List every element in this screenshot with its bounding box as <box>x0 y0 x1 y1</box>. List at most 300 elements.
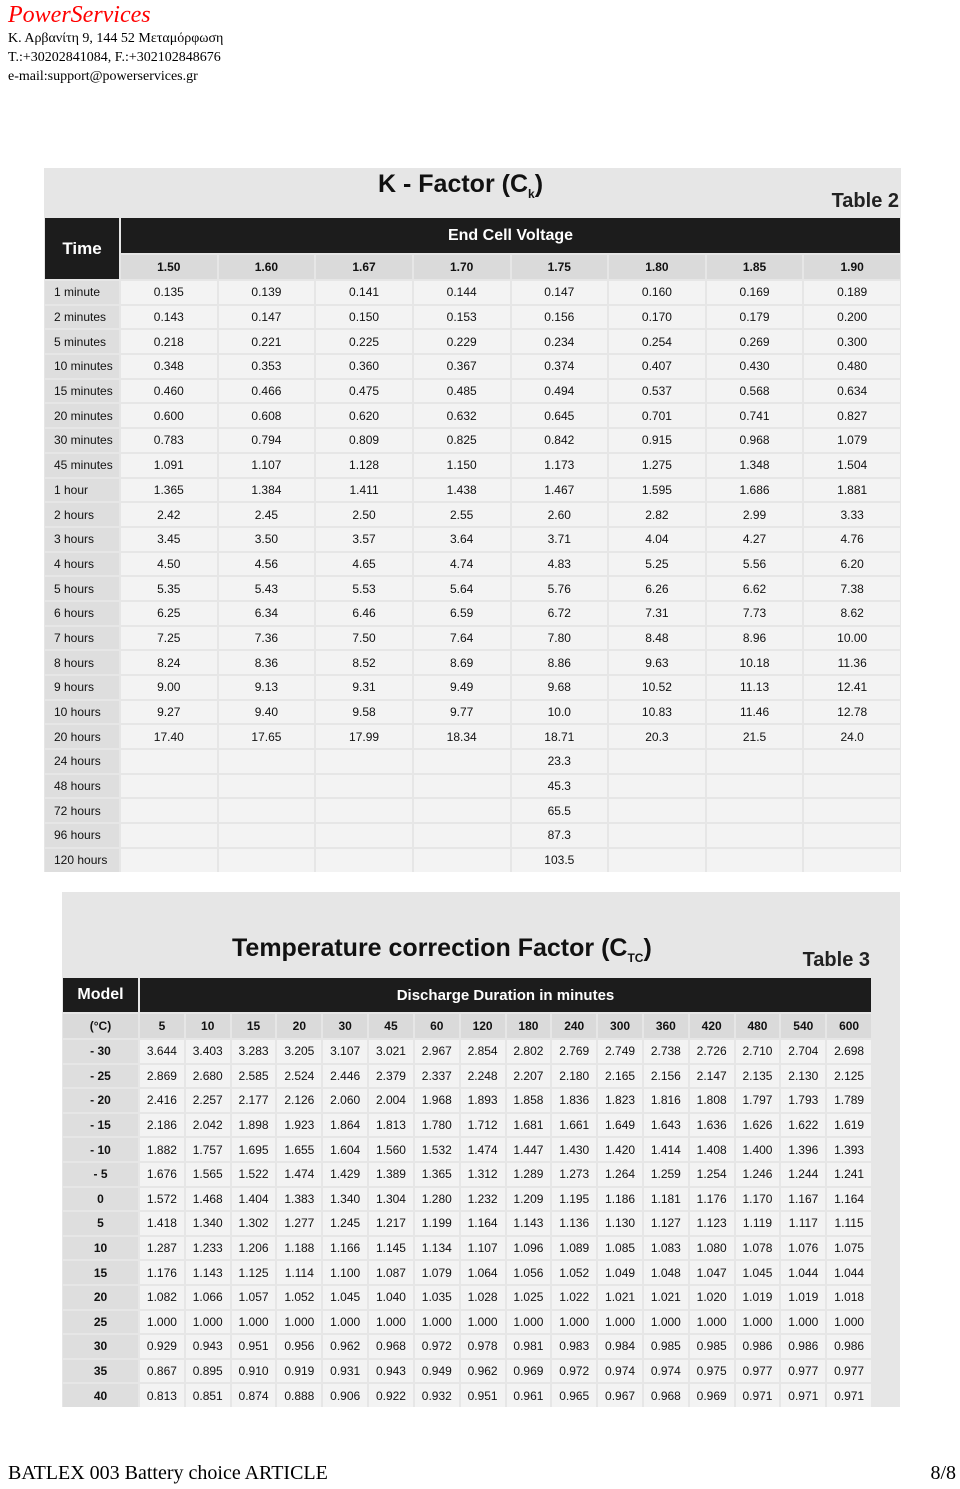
table-cell: 2.82 <box>609 503 705 526</box>
table-cell: 1.079 <box>804 429 900 452</box>
table-cell: 24.0 <box>804 725 900 748</box>
table-cell <box>219 824 315 847</box>
column-header: 15 <box>232 1014 276 1038</box>
table-cell: 1.083 <box>644 1237 688 1260</box>
table-cell: 87.3 <box>512 824 608 847</box>
table-cell: 0.367 <box>414 355 510 378</box>
table-cell: 1.143 <box>507 1212 551 1235</box>
table-cell: 1.000 <box>736 1311 780 1334</box>
table-cell: 0.620 <box>316 404 412 427</box>
row-label: 48 hours <box>45 775 119 798</box>
table-cell: 1.365 <box>415 1163 459 1186</box>
table-cell: 6.62 <box>707 577 803 600</box>
row-label: 1 hour <box>45 479 119 502</box>
table-cell: 1.411 <box>316 479 412 502</box>
table-cell: 1.302 <box>232 1212 276 1235</box>
table-cell: 2.869 <box>140 1065 184 1088</box>
table-cell: 65.5 <box>512 799 608 822</box>
column-header: 10 <box>186 1014 230 1038</box>
row-label: 20 minutes <box>45 404 119 427</box>
table-cell: 0.218 <box>121 330 217 353</box>
table-cell: 0.608 <box>219 404 315 427</box>
table-cell <box>414 750 510 773</box>
table-cell: 1.813 <box>369 1114 413 1137</box>
table-row <box>45 849 900 872</box>
table-cell <box>316 849 412 872</box>
table-cell: 1.045 <box>323 1286 367 1309</box>
table-cell: 2.042 <box>186 1114 230 1137</box>
table-cell: 2.99 <box>707 503 803 526</box>
table-cell: 1.044 <box>827 1261 871 1284</box>
table-cell: 1.275 <box>609 454 705 477</box>
table-cell: 0.460 <box>121 380 217 403</box>
table-cell: 1.134 <box>415 1237 459 1260</box>
table-cell <box>707 750 803 773</box>
table-cell: 9.13 <box>219 676 315 699</box>
table-cell: 0.986 <box>736 1335 780 1358</box>
table-cell: 1.035 <box>415 1286 459 1309</box>
k-factor-panel <box>44 168 901 872</box>
table-cell <box>707 799 803 822</box>
table-row <box>45 627 900 650</box>
table-cell: 0.971 <box>781 1384 825 1407</box>
table-cell: 1.864 <box>323 1114 367 1137</box>
table-cell <box>316 799 412 822</box>
table-cell: 1.384 <box>219 479 315 502</box>
table-cell: 1.176 <box>690 1188 734 1211</box>
table-cell: 1.408 <box>690 1138 734 1161</box>
table-cell: 1.649 <box>598 1114 642 1137</box>
table-cell: 9.49 <box>414 676 510 699</box>
table-cell: 1.176 <box>140 1261 184 1284</box>
table-cell: 0.949 <box>415 1360 459 1383</box>
table-cell: 0.537 <box>609 380 705 403</box>
column-header: 1.80 <box>609 255 705 279</box>
table-cell: 1.195 <box>552 1188 596 1211</box>
table-cell: 0.851 <box>186 1384 230 1407</box>
table-row <box>45 528 900 551</box>
table-cell: 2.004 <box>369 1089 413 1112</box>
table-cell: 0.888 <box>277 1384 321 1407</box>
table-cell: 1.340 <box>186 1212 230 1235</box>
table-cell: 17.99 <box>316 725 412 748</box>
table-cell: 45.3 <box>512 775 608 798</box>
table-cell <box>804 799 900 822</box>
column-header: 1.67 <box>316 255 412 279</box>
table-cell: 8.52 <box>316 651 412 674</box>
table-cell: 1.096 <box>507 1237 551 1260</box>
table-cell: 1.365 <box>121 479 217 502</box>
table-cell: 0.929 <box>140 1335 184 1358</box>
table-cell: 0.984 <box>598 1335 642 1358</box>
temperature-correction-table <box>61 976 873 1409</box>
table-cell: 1.049 <box>598 1261 642 1284</box>
table-cell: 1.052 <box>552 1261 596 1284</box>
table-cell: 1.793 <box>781 1089 825 1112</box>
row-label: - 5 <box>63 1163 138 1186</box>
table-cell: 0.974 <box>644 1360 688 1383</box>
table-cell: 0.951 <box>232 1335 276 1358</box>
table-row <box>45 454 900 477</box>
table-cell: 0.975 <box>690 1360 734 1383</box>
table-cell: 1.091 <box>121 454 217 477</box>
table-cell: 18.71 <box>512 725 608 748</box>
row-label: - 10 <box>63 1138 138 1161</box>
table-cell: 9.40 <box>219 701 315 724</box>
table-cell: 7.73 <box>707 602 803 625</box>
table-cell: 1.264 <box>598 1163 642 1186</box>
table-row <box>45 330 900 353</box>
table-cell: 0.794 <box>219 429 315 452</box>
table3-tag: Table 3 <box>802 949 870 971</box>
table-cell: 2.207 <box>507 1065 551 1088</box>
table-cell: 1.289 <box>507 1163 551 1186</box>
table-cell: 1.173 <box>512 454 608 477</box>
table-cell: 0.135 <box>121 281 217 304</box>
table-cell: 1.836 <box>552 1089 596 1112</box>
table-cell: 0.986 <box>827 1335 871 1358</box>
table-row <box>45 404 900 427</box>
table-row <box>63 1212 871 1235</box>
column-header: 60 <box>415 1014 459 1038</box>
table-cell: 3.021 <box>369 1040 413 1063</box>
table-cell: 0.741 <box>707 404 803 427</box>
table-cell: 1.206 <box>232 1237 276 1260</box>
table-row <box>63 1089 871 1112</box>
k-factor-title <box>378 170 543 201</box>
k-factor-table <box>43 216 902 874</box>
table-row <box>45 429 900 452</box>
table-cell: 2.125 <box>827 1065 871 1088</box>
table-cell <box>316 775 412 798</box>
table-cell: 0.632 <box>414 404 510 427</box>
table-cell <box>707 849 803 872</box>
table-row <box>63 1138 871 1161</box>
temperature-correction-title-end: ) <box>643 934 652 962</box>
table-cell: 8.62 <box>804 602 900 625</box>
column-header: 300 <box>598 1014 642 1038</box>
table-cell <box>121 750 217 773</box>
table-cell: 3.57 <box>316 528 412 551</box>
table-cell: 9.68 <box>512 676 608 699</box>
column-header: 45 <box>369 1014 413 1038</box>
table-cell: 6.72 <box>512 602 608 625</box>
table-cell: 1.893 <box>461 1089 505 1112</box>
table-cell: 0.967 <box>598 1384 642 1407</box>
table-cell: 0.485 <box>414 380 510 403</box>
table-cell: 1.232 <box>461 1188 505 1211</box>
table-cell: 1.181 <box>644 1188 688 1211</box>
table-cell: 11.13 <box>707 676 803 699</box>
table-cell: 8.24 <box>121 651 217 674</box>
table-cell: 1.000 <box>369 1311 413 1334</box>
table-cell: 1.047 <box>690 1261 734 1284</box>
table-cell: 1.079 <box>415 1261 459 1284</box>
table-cell: 0.906 <box>323 1384 367 1407</box>
table-cell: 1.166 <box>323 1237 367 1260</box>
k-factor-title-text: K - Factor (C <box>378 170 528 198</box>
row-label: - 25 <box>63 1065 138 1088</box>
table-cell: 8.36 <box>219 651 315 674</box>
table-cell: 0.825 <box>414 429 510 452</box>
table-cell: 0.961 <box>507 1384 551 1407</box>
table-cell: 8.96 <box>707 627 803 650</box>
table-cell: 0.895 <box>186 1360 230 1383</box>
row-label: 30 minutes <box>45 429 119 452</box>
table-cell: 2.257 <box>186 1089 230 1112</box>
table-cell: 0.300 <box>804 330 900 353</box>
table-cell: 2.55 <box>414 503 510 526</box>
table-cell: 2.524 <box>277 1065 321 1088</box>
row-label: 10 hours <box>45 701 119 724</box>
table-cell: 9.58 <box>316 701 412 724</box>
model-header: Model <box>63 978 138 1012</box>
table-cell: 2.147 <box>690 1065 734 1088</box>
table-cell: 0.965 <box>552 1384 596 1407</box>
table-cell: 0.156 <box>512 306 608 329</box>
table-cell: 2.165 <box>598 1065 642 1088</box>
table-cell: 1.522 <box>232 1163 276 1186</box>
table-cell: 2.130 <box>781 1065 825 1088</box>
table-cell: 8.86 <box>512 651 608 674</box>
table-cell: 1.018 <box>827 1286 871 1309</box>
table-cell: 4.76 <box>804 528 900 551</box>
table-row <box>45 775 900 798</box>
column-header: 1.50 <box>121 255 217 279</box>
letterhead <box>8 2 223 86</box>
table-cell: 1.246 <box>736 1163 780 1186</box>
table-cell <box>414 824 510 847</box>
table-cell: 1.241 <box>827 1163 871 1186</box>
table-cell: 0.972 <box>552 1360 596 1383</box>
k-factor-title-sub: k <box>528 187 535 201</box>
table-cell: 2.126 <box>277 1089 321 1112</box>
table-row <box>63 1065 871 1088</box>
row-label: 2 hours <box>45 503 119 526</box>
row-label: 20 <box>63 1286 138 1309</box>
table-cell: 1.022 <box>552 1286 596 1309</box>
table-cell: 1.000 <box>140 1311 184 1334</box>
table-cell: 0.956 <box>277 1335 321 1358</box>
table-cell: 0.634 <box>804 380 900 403</box>
table-cell: 4.74 <box>414 553 510 576</box>
row-label: 24 hours <box>45 750 119 773</box>
table-cell: 0.407 <box>609 355 705 378</box>
table-cell: 1.244 <box>781 1163 825 1186</box>
table-row <box>45 503 900 526</box>
table-cell: 0.971 <box>827 1384 871 1407</box>
row-label: 30 <box>63 1335 138 1358</box>
table-cell: 0.494 <box>512 380 608 403</box>
table-cell: 1.572 <box>140 1188 184 1211</box>
table-cell <box>414 799 510 822</box>
table-cell: 1.277 <box>277 1212 321 1235</box>
column-header: 180 <box>507 1014 551 1038</box>
table-cell: 1.000 <box>461 1311 505 1334</box>
table-cell: 1.075 <box>827 1237 871 1260</box>
table-cell: 0.353 <box>219 355 315 378</box>
row-label: 7 hours <box>45 627 119 650</box>
table-cell: 1.565 <box>186 1163 230 1186</box>
row-label: 3 hours <box>45 528 119 551</box>
page-number: 8/8 <box>930 1462 956 1484</box>
table-cell: 1.000 <box>277 1311 321 1334</box>
table-row <box>45 380 900 403</box>
row-label: 20 hours <box>45 725 119 748</box>
discharge-duration-header: Discharge Duration in minutes <box>140 978 871 1012</box>
table-cell: 1.000 <box>552 1311 596 1334</box>
table-cell: 1.604 <box>323 1138 367 1161</box>
row-label: 120 hours <box>45 849 119 872</box>
table-cell: 0.962 <box>461 1360 505 1383</box>
table-cell: 1.100 <box>323 1261 367 1284</box>
table-cell: 1.044 <box>781 1261 825 1284</box>
table-cell: 0.143 <box>121 306 217 329</box>
table-cell: 2.416 <box>140 1089 184 1112</box>
table-cell: 2.156 <box>644 1065 688 1088</box>
table-cell: 1.287 <box>140 1237 184 1260</box>
table-cell: 3.33 <box>804 503 900 526</box>
table-row <box>45 355 900 378</box>
row-label: 8 hours <box>45 651 119 674</box>
table-cell: 1.000 <box>827 1311 871 1334</box>
table-cell: 1.048 <box>644 1261 688 1284</box>
row-label: 5 hours <box>45 577 119 600</box>
table-cell: 2.749 <box>598 1040 642 1063</box>
table-cell: 6.20 <box>804 553 900 576</box>
table-cell: 2.50 <box>316 503 412 526</box>
duration-header-row <box>63 1014 871 1038</box>
table-cell: 2.738 <box>644 1040 688 1063</box>
row-label: 9 hours <box>45 676 119 699</box>
table-cell: 2.186 <box>140 1114 184 1137</box>
table-cell: 0.150 <box>316 306 412 329</box>
table-cell: 1.383 <box>277 1188 321 1211</box>
table-cell: 1.823 <box>598 1089 642 1112</box>
table-row <box>63 1286 871 1309</box>
table-cell: 2.446 <box>323 1065 367 1088</box>
table-cell: 1.968 <box>415 1089 459 1112</box>
table-cell: 1.626 <box>736 1114 780 1137</box>
table-row <box>45 725 900 748</box>
table-cell: 1.130 <box>598 1212 642 1235</box>
table-cell: 1.400 <box>736 1138 780 1161</box>
table-row <box>45 824 900 847</box>
table-cell: 0.813 <box>140 1384 184 1407</box>
column-header: 420 <box>690 1014 734 1038</box>
table-cell: 1.504 <box>804 454 900 477</box>
table-cell: 9.63 <box>609 651 705 674</box>
table-cell: 0.374 <box>512 355 608 378</box>
table-cell <box>316 824 412 847</box>
table-cell: 0.234 <box>512 330 608 353</box>
table-cell: 0.147 <box>512 281 608 304</box>
row-label: 35 <box>63 1360 138 1383</box>
table-cell: 1.233 <box>186 1237 230 1260</box>
table-row <box>45 750 900 773</box>
table-cell: 1.107 <box>219 454 315 477</box>
table-cell: 3.45 <box>121 528 217 551</box>
column-header: 240 <box>552 1014 596 1038</box>
table-cell: 0.179 <box>707 306 803 329</box>
voltage-header-row <box>45 255 900 279</box>
table-cell: 6.59 <box>414 602 510 625</box>
table-cell: 7.64 <box>414 627 510 650</box>
table-cell: 12.78 <box>804 701 900 724</box>
table2-tag: Table 2 <box>831 190 899 212</box>
table-row <box>63 1040 871 1063</box>
table-cell: 1.170 <box>736 1188 780 1211</box>
table-cell: 1.115 <box>827 1212 871 1235</box>
table-cell: 7.50 <box>316 627 412 650</box>
table-cell: 1.467 <box>512 479 608 502</box>
table-cell: 1.898 <box>232 1114 276 1137</box>
table-cell: 1.000 <box>415 1311 459 1334</box>
row-label: - 15 <box>63 1114 138 1137</box>
table-cell: 6.34 <box>219 602 315 625</box>
table-cell: 1.028 <box>461 1286 505 1309</box>
table-cell <box>609 824 705 847</box>
row-label: - 20 <box>63 1089 138 1112</box>
table-cell: 0.977 <box>736 1360 780 1383</box>
table-cell: 1.000 <box>690 1311 734 1334</box>
table-cell: 1.164 <box>461 1212 505 1235</box>
table-cell <box>609 775 705 798</box>
document-title: BATLEX 003 Battery choice ARTICLE <box>8 1462 328 1484</box>
table-cell: 0.983 <box>552 1335 596 1358</box>
table-cell: 1.430 <box>552 1138 596 1161</box>
table-cell: 5.35 <box>121 577 217 600</box>
table-cell: 2.704 <box>781 1040 825 1063</box>
table-cell: 0.842 <box>512 429 608 452</box>
table-cell: 10.18 <box>707 651 803 674</box>
table-cell: 11.46 <box>707 701 803 724</box>
table-cell: 0.968 <box>644 1384 688 1407</box>
table-cell: 1.560 <box>369 1138 413 1161</box>
table-cell: 1.312 <box>461 1163 505 1186</box>
table-cell <box>804 849 900 872</box>
table-cell: 1.000 <box>644 1311 688 1334</box>
table-cell: 0.200 <box>804 306 900 329</box>
table-cell: 0.985 <box>644 1335 688 1358</box>
table-cell: 0.971 <box>736 1384 780 1407</box>
table-cell: 1.000 <box>598 1311 642 1334</box>
table-cell: 1.280 <box>415 1188 459 1211</box>
table-cell: 1.622 <box>781 1114 825 1137</box>
table-cell: 0.221 <box>219 330 315 353</box>
table-cell: 1.025 <box>507 1286 551 1309</box>
table-cell: 5.64 <box>414 577 510 600</box>
row-label: 0 <box>63 1188 138 1211</box>
table-cell: 0.144 <box>414 281 510 304</box>
company-email: e-mail:support@powerservices.gr <box>8 69 198 84</box>
table-cell: 17.65 <box>219 725 315 748</box>
table-cell: 0.981 <box>507 1335 551 1358</box>
table-cell: 1.619 <box>827 1114 871 1137</box>
table-cell: 0.931 <box>323 1360 367 1383</box>
table-cell: 0.141 <box>316 281 412 304</box>
table-cell: 3.205 <box>277 1040 321 1063</box>
row-label: 40 <box>63 1384 138 1407</box>
table-cell: 0.986 <box>781 1335 825 1358</box>
table-cell: 9.27 <box>121 701 217 724</box>
table-row <box>45 281 900 304</box>
table-cell: 1.052 <box>277 1286 321 1309</box>
k-factor-body <box>45 281 900 872</box>
table-cell: 1.858 <box>507 1089 551 1112</box>
table-cell: 23.3 <box>512 750 608 773</box>
table-cell: 1.136 <box>552 1212 596 1235</box>
